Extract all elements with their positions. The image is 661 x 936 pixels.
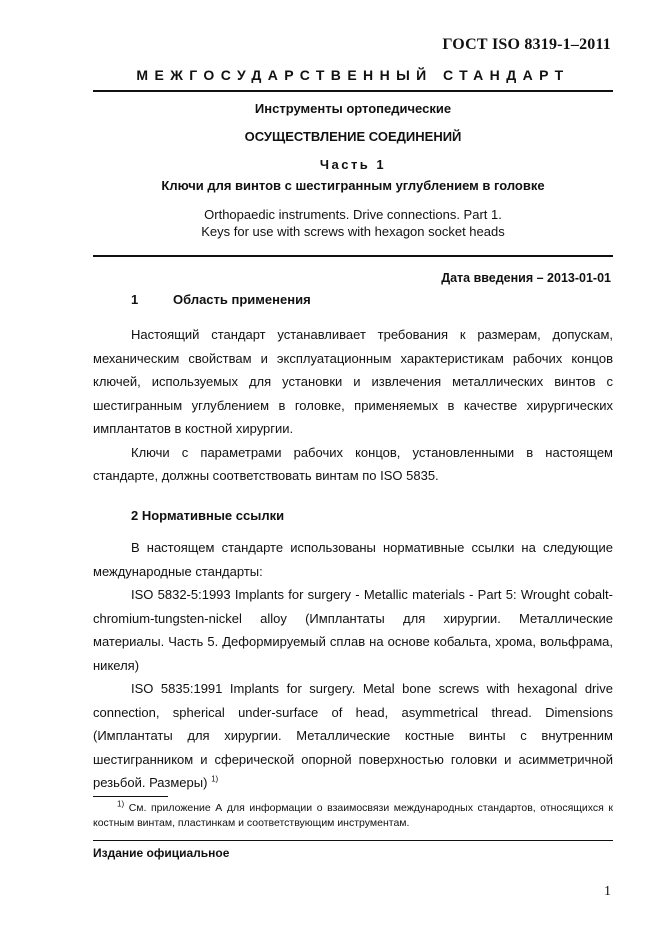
normative-reference xyxy=(93,677,613,795)
introduction-date: Дата введения – 2013-01-01 xyxy=(441,271,611,285)
english-title-line-2: Keys for use with screws with hexagon socket heads xyxy=(201,224,505,239)
document-code: ГОСТ ISO 8319-1–2011 xyxy=(442,36,611,53)
normative-reference: ISO 5832-5:1993 Implants for surgery - Metallic materials - Part 5: Wrought cobalt-chromium-tungsten-nickel alloy (Имплантаты для хирургии. Металлические материалы. Часть 5. Деформируемый сплав на основе кобальта, хрома, вольфрама, никеля) xyxy=(93,587,613,673)
section-2-body xyxy=(93,536,613,795)
title-line-1: Инструменты ортопедические xyxy=(254,101,452,116)
standard-type-heading: МЕЖГОСУДАРСТВЕННЫЙ СТАНДАРТ xyxy=(136,67,570,83)
title-line-2: ОСУЩЕСТВЛЕНИЕ СОЕДИНЕНИЙ xyxy=(244,129,462,144)
footnote xyxy=(93,801,613,831)
normative-reference-text: ISO 5835:1991 Implants for surgery. Metal bone screws with hexagonal drive connection, spherical under-surface of head, asymmetrical thread. Dimensions (Имплантаты для хирургии. Металлические костные винты с внутренним шестигранником и сферической опорной поверхностью головки и асимметричной резьбой. Размеры) xyxy=(93,681,613,790)
section-1-number: 1 xyxy=(131,292,139,307)
section-2-intro: В настоящем стандарте использованы нормативные ссылки на следующие международные стандарты: xyxy=(93,540,613,579)
footnote-reference-mark: 1) xyxy=(211,774,219,784)
footnote-text: См. приложение А для информации о взаимосвязи международных стандартов, относящихся к костным винтам, пластинкам и соответствующим инструментам. xyxy=(93,802,613,829)
title-part: Часть 1 xyxy=(319,157,387,172)
edition-label: Издание официальное xyxy=(93,846,230,860)
title-divider xyxy=(93,255,613,257)
section-1-paragraph: Ключи с параметрами рабочих концов, установленными в настоящем стандарте, должны соответствовать винтам по ISO 5835. xyxy=(93,444,613,483)
section-2-heading: 2 Нормативные ссылки xyxy=(131,508,285,523)
title-subtitle: Ключи для винтов с шестигранным углублением в головке xyxy=(161,178,545,193)
header-divider xyxy=(93,90,613,92)
footnote-divider xyxy=(93,796,168,797)
edition-divider xyxy=(93,840,613,841)
page-number: 1 xyxy=(604,884,611,899)
section-1-heading xyxy=(131,292,311,307)
footnote-mark: 1) xyxy=(117,799,125,809)
english-title-line-1: Orthopaedic instruments. Drive connections. Part 1. xyxy=(204,207,502,222)
section-1-paragraph: Настоящий стандарт устанавливает требования к размерам, допускам, механическим свойствам и эксплуатационным характеристикам рабочих концов ключей, используемых для установки и извлечения металлических винтов с шестигранным углублением в головке, применяемых в качестве хирургических имплантатов в костной хирургии. xyxy=(93,327,613,436)
section-1-title: Область применения xyxy=(173,292,311,307)
section-1-body xyxy=(93,323,613,488)
